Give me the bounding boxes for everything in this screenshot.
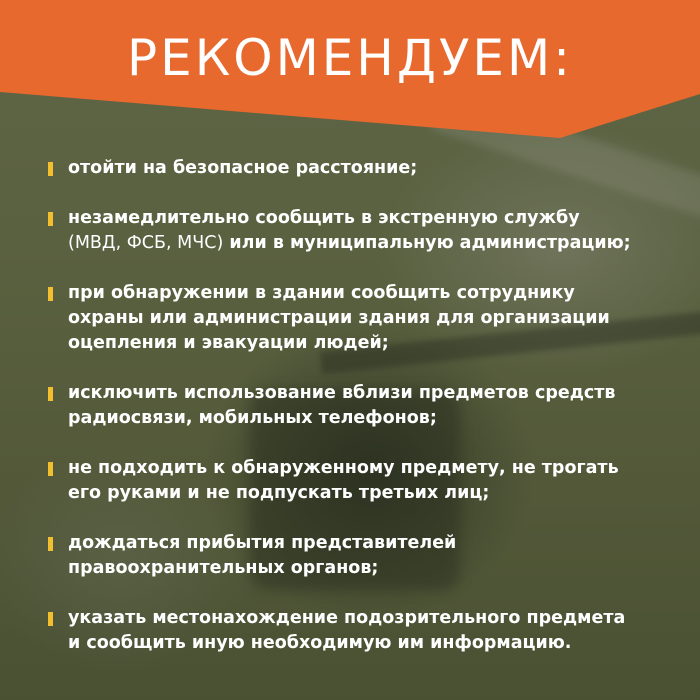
list-item (48, 156, 688, 181)
item-line: дождаться прибытия представителей (68, 533, 457, 553)
bullet-icon (48, 212, 53, 226)
bullet-icon (48, 612, 53, 626)
item-line: и сообщить иную необходимую им информацию. (68, 633, 572, 653)
item-line: правоохранительных органов; (68, 558, 379, 578)
item-line: оцепления и эвакуации людей; (68, 333, 389, 353)
item-line: его руками и не подпускать третьих лиц; (68, 483, 490, 503)
item-line: указать местонахождение подозрительного предмета (68, 608, 626, 628)
list-item (48, 206, 688, 256)
bullet-icon (48, 537, 53, 551)
item-line: отойти на безопасное расстояние; (68, 158, 418, 178)
item-line: радиосвязи, мобильных телефонов; (68, 408, 437, 428)
item-line: исключить использование вблизи предметов средств (68, 383, 616, 403)
list-item (48, 381, 688, 431)
item-line: охраны или администрации здания для организации (68, 308, 610, 328)
page-title: РЕКОМЕНДУЕМ: (126, 29, 574, 87)
bullet-icon (48, 387, 53, 401)
bullet-icon (48, 462, 53, 476)
bullet-icon (48, 287, 53, 301)
list-item (48, 281, 688, 356)
agencies-text: (МВД, ФСБ, МЧС) (68, 233, 224, 253)
item-line: при обнаружении в здании сообщить сотруднику (68, 283, 575, 303)
list-item (48, 456, 688, 506)
item-line-wrapper (68, 231, 688, 256)
list-item (48, 606, 688, 656)
bullet-icon (48, 162, 53, 176)
list-item (48, 531, 688, 581)
recommendation-list (48, 156, 688, 681)
item-line: не подходить к обнаруженному предмету, не трогать (68, 458, 619, 478)
item-line-rest: или в муниципальную администрацию; (223, 233, 631, 253)
item-line: незамедлительно сообщить в экстренную службу (68, 208, 580, 228)
